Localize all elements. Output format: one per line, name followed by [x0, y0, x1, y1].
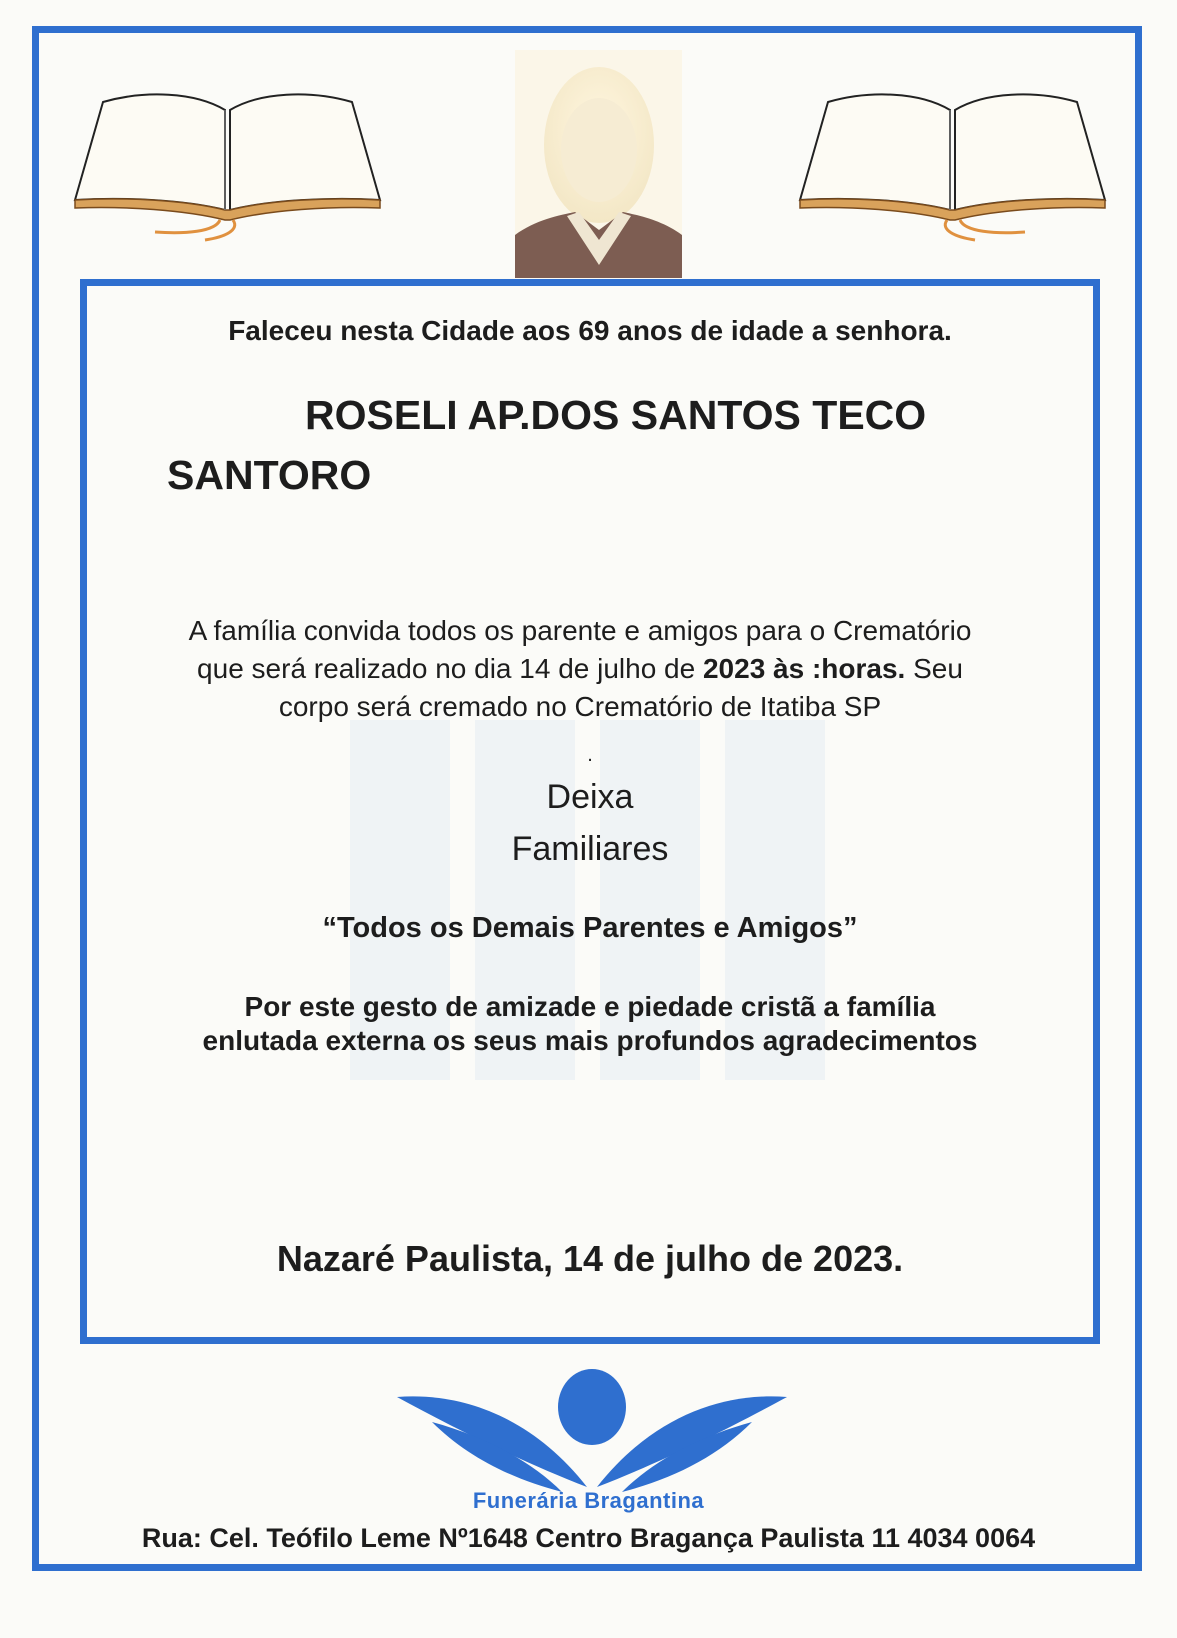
announcement-bold: 2023 às :horas. — [702, 653, 906, 684]
open-bible-icon — [65, 82, 390, 247]
announcement-part1: A família convida todos os parente e amigos para o Crematório que será realizado no dia 14 de julho de — [188, 615, 972, 684]
relatives-quote: “Todos os Demais Parentes e Amigos” — [322, 912, 858, 944]
brand-name: Funerária Bragantina — [472, 1488, 705, 1513]
intro-text: Faleceu nesta Cidade aos 69 anos de idade a senhora. — [228, 315, 952, 346]
thanks-line2: enlutada externa os seus mais profundos agradecimentos — [202, 1025, 978, 1056]
place-date: Nazaré Paulista, 14 de julho de 2023. — [276, 1238, 904, 1279]
thanks-text — [90, 990, 1090, 1058]
leaves-value: Familiares — [511, 830, 669, 868]
announcement-part2: Seu corpo será cremado no Crematório de Itatiba SP — [278, 653, 963, 722]
announcement-text — [90, 612, 1090, 726]
address-text: Rua: Cel. Teófilo Leme Nº1648 Centro Bragança Paulista 11 4034 0064 — [141, 1523, 1036, 1553]
portrait-photo — [515, 50, 682, 278]
leaves-label: Deixa — [546, 778, 634, 816]
thanks-line1: Por este gesto de amizade e piedade cristã a família — [244, 991, 936, 1022]
open-bible-icon — [790, 82, 1115, 247]
deceased-name-line1: ROSELI AP.DOS SANTOS TECO — [305, 392, 927, 438]
deceased-name-line2: SANTORO — [167, 452, 372, 498]
funeraria-bragantina-logo — [392, 1367, 792, 1497]
dot-mark: . — [587, 744, 593, 766]
